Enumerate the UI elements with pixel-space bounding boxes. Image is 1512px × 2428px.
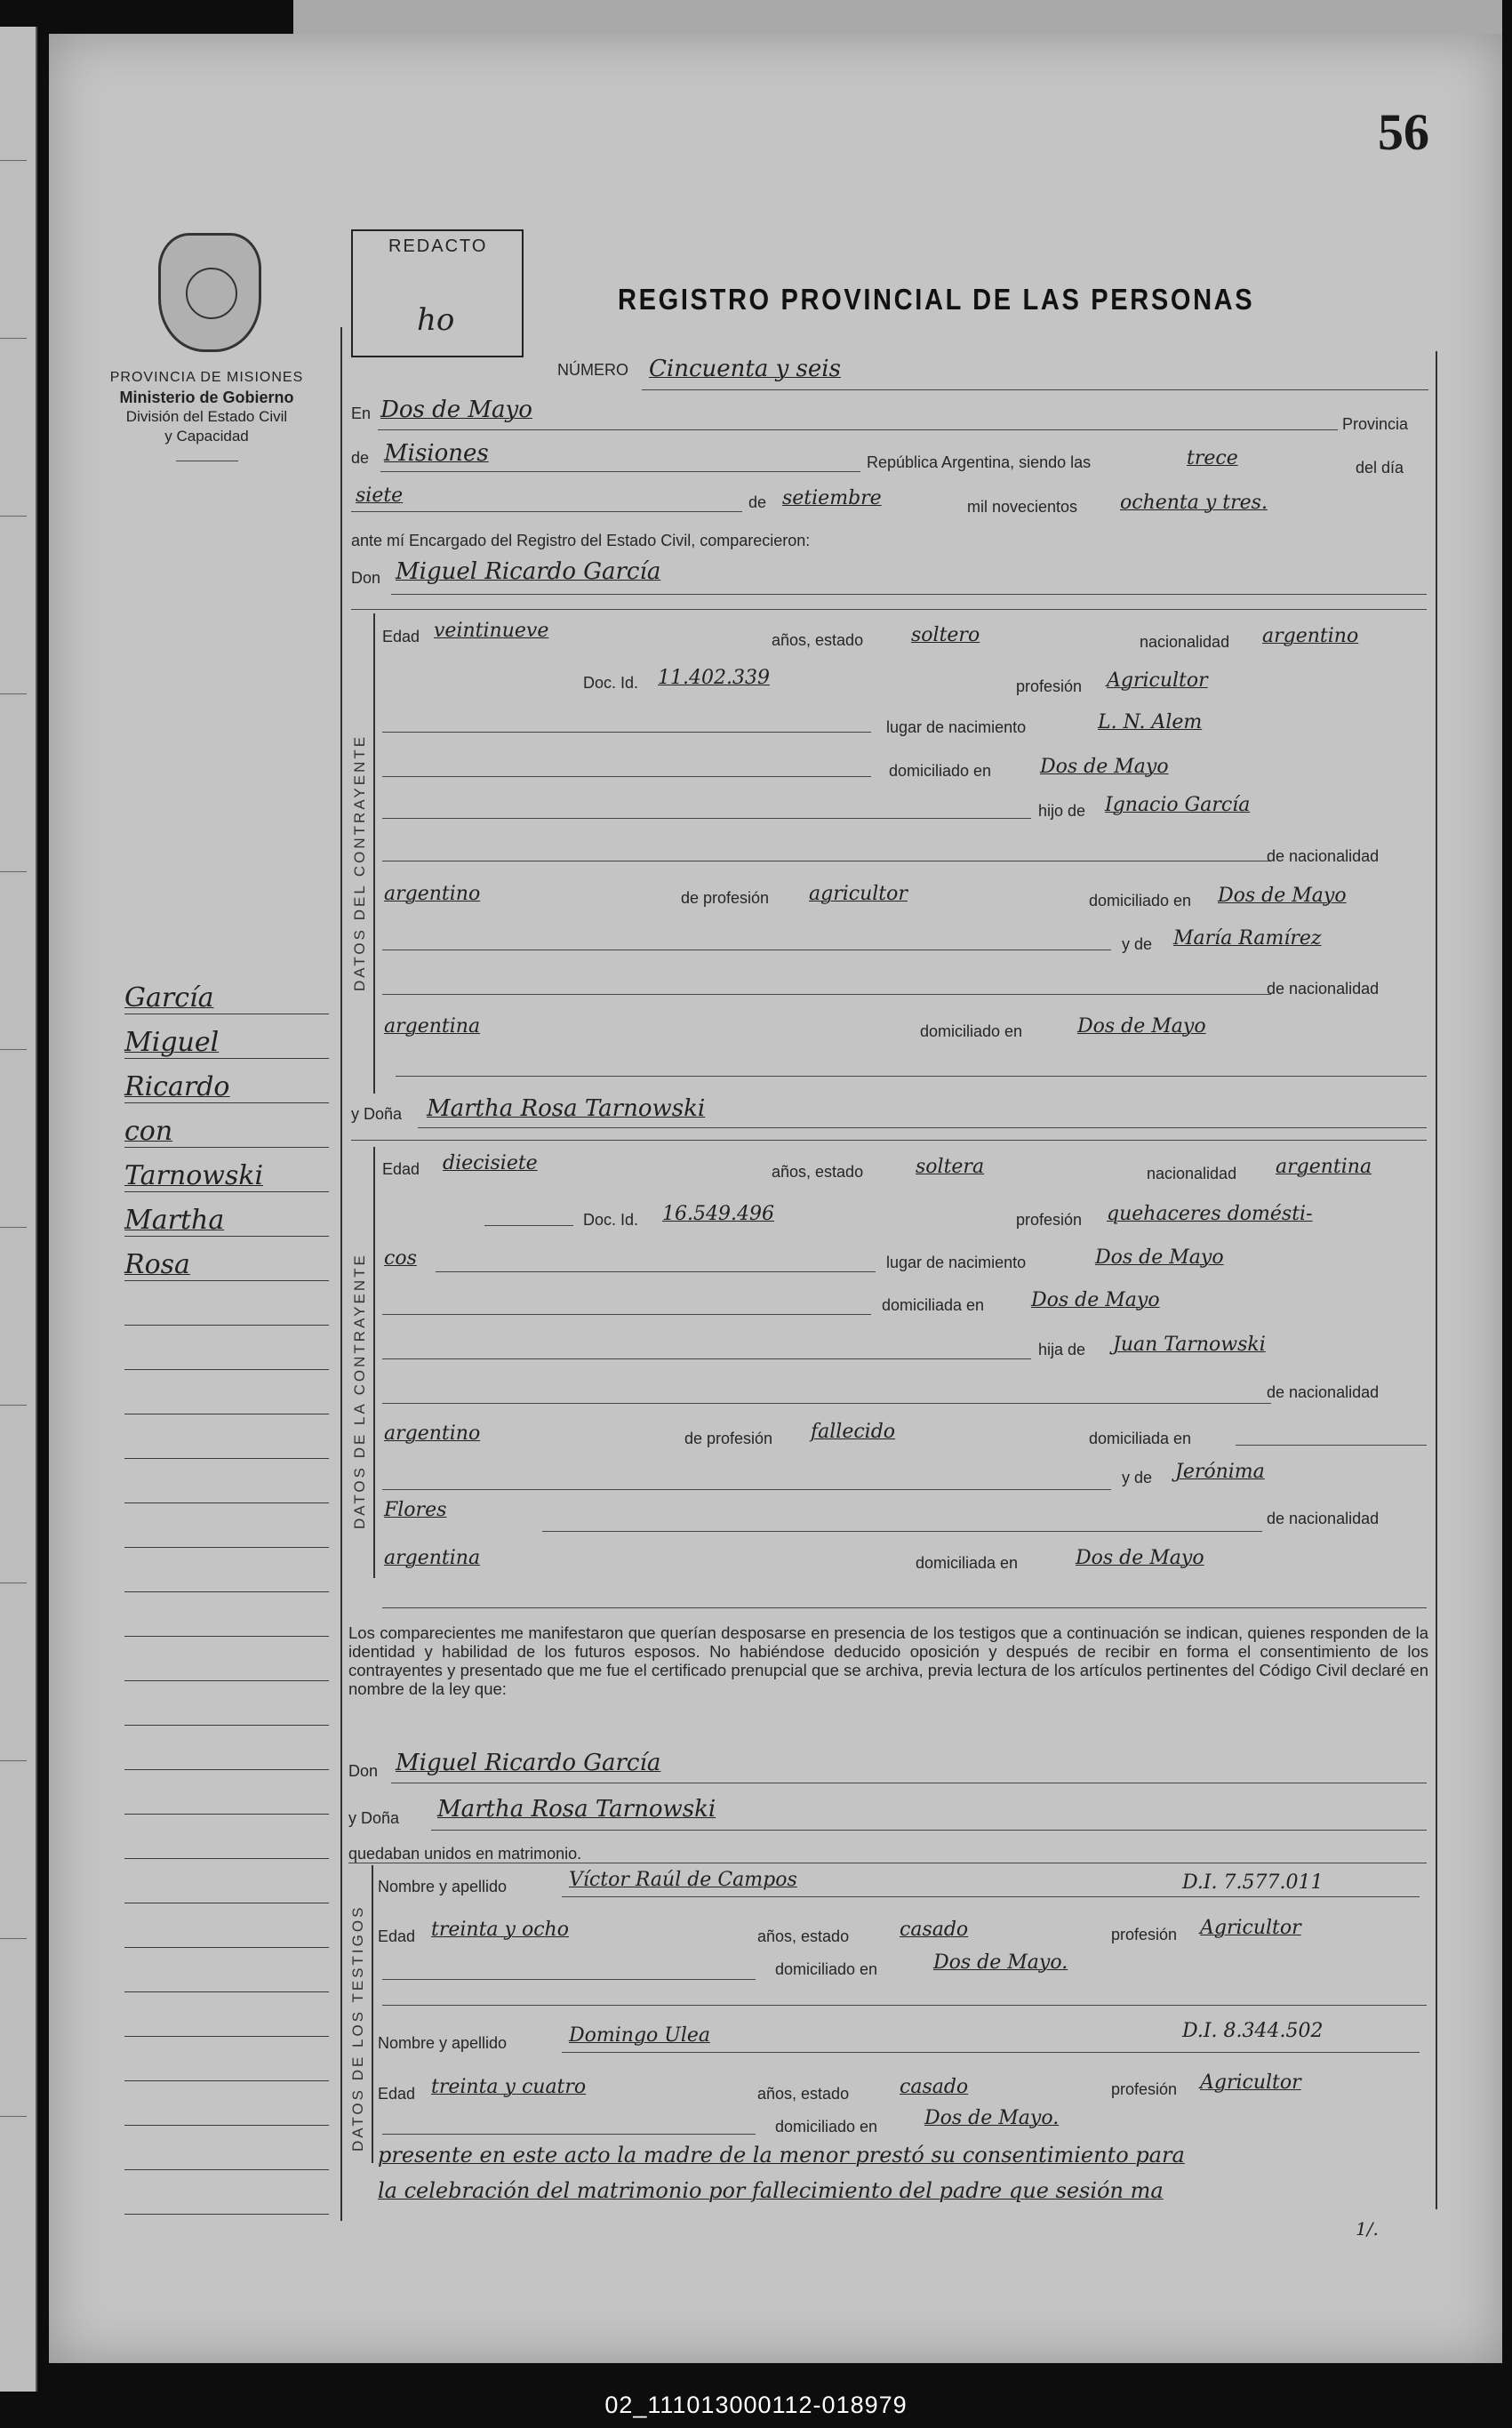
margin-note-surname: García <box>124 982 214 1014</box>
groom-mother-dom-value: Dos de Mayo <box>1077 1015 1206 1038</box>
w1-estado-value: casado <box>900 1919 969 1941</box>
w2-name-line <box>562 2052 1420 2053</box>
provincia-label: Provincia <box>1342 415 1409 433</box>
w1-blank-line <box>382 1979 756 1980</box>
margin-note-bride-second-name: Rosa <box>124 1249 190 1280</box>
groom-blank-line-1 <box>382 732 871 733</box>
en-line <box>378 429 1338 430</box>
bride-name-line <box>418 1127 1427 1128</box>
bride-father-name: Juan Tarnowski <box>1113 1334 1266 1356</box>
day-value: siete <box>356 485 404 507</box>
bride-hija-label: hija de <box>1038 1341 1086 1358</box>
union-dona-label: y Doña <box>348 1809 400 1827</box>
w1-anos-label: años, estado <box>757 1927 850 1945</box>
previous-page-edge <box>0 27 37 2392</box>
groom-estado-value: soltero <box>911 624 980 646</box>
year-value: ochenta y tres. <box>1120 492 1268 514</box>
bride-y-de-label: y de <box>1122 1469 1153 1486</box>
agency-capacity: y Capacidad <box>164 428 249 445</box>
groom-father-prof-label: de profesión <box>681 889 770 907</box>
bride-edad-label: Edad <box>382 1160 420 1178</box>
bride-prof-label: profesión <box>1016 1211 1083 1229</box>
don-label: Don <box>351 569 381 587</box>
w1-edad-value: treinta y ocho <box>431 1919 569 1941</box>
bride-box-line <box>373 1147 375 1578</box>
en-label: En <box>351 405 372 422</box>
bride-blank-line-3 <box>382 1358 1031 1359</box>
bride-mother-blank <box>542 1531 1262 1532</box>
groom-name-line <box>391 594 1427 595</box>
w1-name-value: Víctor Raúl de Campos <box>569 1869 797 1891</box>
groom-prof-label: profesión <box>1016 677 1083 695</box>
bride-prof-value: quehaceres domésti- <box>1107 1203 1313 1225</box>
margin-note-first-name: Miguel <box>124 1027 220 1058</box>
groom-name: Miguel Ricardo García <box>396 558 661 585</box>
numero-value: Cincuenta y seis <box>649 356 841 382</box>
w2-edad-label: Edad <box>378 2085 416 2103</box>
w2-prof-value: Agricultor <box>1200 2071 1301 2094</box>
bride-blank-line-2 <box>382 1314 871 1315</box>
groom-father-name: Ignacio García <box>1105 794 1251 816</box>
w1-name-label: Nombre y apellido <box>378 1878 508 1895</box>
mil-label: mil novecientos <box>967 498 1078 516</box>
bride-mother-name: Jerónima <box>1175 1461 1265 1483</box>
w1-dom-label: domiciliado en <box>775 1960 878 1978</box>
bride-nac-value: argentina <box>1276 1156 1372 1178</box>
document-title: REGISTRO PROVINCIAL DE LAS PERSONAS <box>618 283 1255 316</box>
dona-label: y Doña <box>351 1105 403 1123</box>
ante-text: ante mí Encargado del Registro del Estado Civil, comparecieron: <box>351 532 811 549</box>
bride-father-dom-label: domiciliada en <box>1089 1430 1192 1447</box>
groom-lugar-label: lugar de nacimiento <box>886 718 1027 736</box>
bride-mother-nac-value: argentina <box>384 1547 481 1569</box>
bride-mother-dom-label: domiciliada en <box>916 1554 1019 1572</box>
redacto-label: REDACTO <box>388 236 488 256</box>
w1-prof-label: profesión <box>1111 1926 1178 1943</box>
image-id-caption: 02_111013000112-018979 <box>604 2392 908 2418</box>
republica-text: República Argentina, siendo las <box>867 453 1092 471</box>
groom-father-nac-value: argentino <box>384 883 481 905</box>
groom-y-de-label: y de <box>1122 935 1153 953</box>
day-line <box>351 511 742 512</box>
redacto-initials: ho <box>417 302 455 338</box>
w1-name-line <box>562 1896 1420 1897</box>
w2-edad-value: treinta y cuatro <box>431 2076 587 2098</box>
bride-prof-cont: cos <box>384 1247 417 1270</box>
groom-father-prof-value: agricultor <box>809 883 908 905</box>
bride-doc-blank <box>484 1225 573 1226</box>
bride-mother-nac-label: de nacionalidad <box>1267 1510 1380 1527</box>
groom-father-dom-value: Dos de Mayo <box>1218 885 1347 907</box>
w2-prof-label: profesión <box>1111 2080 1178 2098</box>
bride-mother-name-cont: Flores <box>384 1499 447 1521</box>
agency-province: PROVINCIA DE MISIONES <box>109 370 304 385</box>
groom-edad-label: Edad <box>382 628 420 645</box>
declaration-paragraph: Los comparecientes me manifestaron que querían desposarse en presencia de los testigos que a continuación se indican, quienes responden de la identidad y habilidad de los futuros esposos. No habiéndose deducido oposición y después de recibir en forma el consentimiento de los contrayentes y presentado que me fue el certificado prenupcial que se archiva, previa lectura de los artículos pertinentes del Código Civil declaré en nombre de la ley que: <box>348 1623 1428 1698</box>
margin-note-bride-first-name: Martha <box>124 1205 225 1236</box>
handwritten-note-line-1: presente en este acto la madre de la menor prestó su consentimiento para <box>378 2143 1185 2168</box>
next-page-edge <box>293 0 1502 37</box>
bride-anos-label: años, estado <box>772 1163 864 1181</box>
w2-doc-value: D.I. 8.344.502 <box>1182 2020 1324 2042</box>
w2-name-value: Domingo Ulea <box>569 2024 710 2047</box>
groom-mother-name: María Ramírez <box>1173 927 1322 950</box>
de-label: de <box>351 449 370 467</box>
hour-value: trece <box>1187 447 1238 469</box>
numero-label: NÚMERO <box>557 361 628 379</box>
groom-prof-value: Agricultor <box>1107 669 1208 692</box>
groom-mother-nac-value: argentina <box>384 1015 481 1038</box>
numero-line <box>642 389 1428 390</box>
w2-anos-label: años, estado <box>757 2085 850 2103</box>
margin-note-second-name: Ricardo <box>124 1071 230 1102</box>
bride-blank-line-1 <box>436 1271 876 1272</box>
bride-doc-value: 16.549.496 <box>662 1203 774 1225</box>
right-frame-line <box>1436 351 1437 2209</box>
witness-box-line <box>372 1865 373 2163</box>
left-frame-line <box>340 327 342 2221</box>
margin-note-con: con <box>124 1116 173 1147</box>
province-line <box>380 471 860 472</box>
bride-father-dom-line <box>1236 1445 1427 1446</box>
agency-division: División del Estado Civil <box>125 408 288 425</box>
groom-hijo-label: hijo de <box>1038 802 1086 820</box>
bride-end-line <box>382 1607 1427 1608</box>
province-value: Misiones <box>384 440 489 467</box>
bride-mother-dom-value: Dos de Mayo <box>1076 1547 1204 1569</box>
quedaban-text: quedaban unidos en matrimonio. <box>348 1845 582 1863</box>
groom-doc-label: Doc. Id. <box>583 674 639 692</box>
w2-name-label: Nombre y apellido <box>378 2034 508 2052</box>
w2-blank-line <box>382 2134 756 2135</box>
bride-father-nac-label: de nacionalidad <box>1267 1383 1380 1401</box>
bride-dom-value: Dos de Mayo <box>1031 1289 1160 1311</box>
groom-father-dom-label: domiciliado en <box>1089 892 1192 909</box>
bride-name: Martha Rosa Tarnowski <box>427 1095 706 1122</box>
groom-nac-label: nacionalidad <box>1140 633 1230 651</box>
bride-estado-value: soltera <box>916 1156 985 1178</box>
bride-father-line <box>382 1403 1271 1404</box>
union-dona-line <box>431 1830 1427 1831</box>
union-don-value: Miguel Ricardo García <box>396 1750 661 1776</box>
redacto-box <box>351 229 524 357</box>
en-value: Dos de Mayo <box>380 397 532 423</box>
handwritten-note-line-2: la celebración del matrimonio por fallecimiento del padre que sesión ma <box>378 2178 1164 2203</box>
de-month-label: de <box>748 493 767 511</box>
bride-father-nac-value: argentino <box>384 1422 481 1445</box>
groom-separator <box>351 609 1427 610</box>
w1-dom-value: Dos de Mayo. <box>933 1951 1068 1974</box>
bride-father-prof-value: fallecido <box>811 1421 896 1443</box>
groom-anos-label: años, estado <box>772 631 864 649</box>
bride-edad-value: diecisiete <box>443 1152 538 1174</box>
witness-side-label: DATOS DE LOS TESTIGOS <box>349 1904 366 2152</box>
bride-nac-label: nacionalidad <box>1147 1165 1237 1182</box>
bride-lugar-label: lugar de nacimiento <box>886 1254 1027 1271</box>
del-dia-label: del día <box>1356 459 1404 477</box>
union-dona-value: Martha Rosa Tarnowski <box>437 1796 716 1823</box>
groom-end-line <box>396 1076 1427 1077</box>
bride-dom-label: domiciliada en <box>882 1296 985 1314</box>
handwritten-mark: 1/. <box>1356 2218 1379 2240</box>
groom-side-label: DATOS DEL CONTRAYENTE <box>351 733 368 991</box>
groom-father-nac-label: de nacionalidad <box>1267 847 1380 865</box>
bride-father-prof-label: de profesión <box>684 1430 773 1447</box>
bride-doc-label: Doc. Id. <box>583 1211 639 1229</box>
bride-lugar-value: Dos de Mayo <box>1095 1246 1224 1269</box>
w1-doc-value: D.I. 7.577.011 <box>1182 1871 1324 1894</box>
month-value: setiembre <box>782 487 882 509</box>
groom-mother-nac-label: de nacionalidad <box>1267 980 1380 998</box>
w1-prof-value: Agricultor <box>1200 1917 1301 1939</box>
groom-nac-value: argentino <box>1262 625 1359 647</box>
w1-edad-label: Edad <box>378 1927 416 1945</box>
groom-blank-line-3 <box>382 818 1031 819</box>
groom-box-line <box>373 613 375 1094</box>
groom-mother-dom-label: domiciliado en <box>920 1022 1023 1040</box>
coat-of-arms-seal <box>158 233 261 352</box>
groom-mother-blank <box>382 994 1271 995</box>
bride-separator <box>351 1140 1427 1141</box>
w2-estado-value: casado <box>900 2076 969 2098</box>
groom-dom-label: domiciliado en <box>889 762 992 780</box>
groom-dom-value: Dos de Mayo <box>1040 756 1169 778</box>
groom-edad-value: veintinueve <box>434 620 549 642</box>
page-number: 56 <box>1378 103 1429 161</box>
groom-lugar-value: L. N. Alem <box>1098 711 1203 733</box>
margin-note-bride-surname: Tarnowski <box>124 1160 264 1191</box>
bride-mother-line <box>382 1489 1111 1490</box>
groom-doc-value: 11.402.339 <box>658 667 770 689</box>
groom-blank-line-2 <box>382 776 871 777</box>
w2-dom-value: Dos de Mayo. <box>924 2107 1060 2129</box>
agency-ministry: Ministerio de Gobierno <box>119 389 294 406</box>
union-don-label: Don <box>348 1762 379 1780</box>
agency-header <box>84 368 329 461</box>
w2-dom-label: domiciliado en <box>775 2118 878 2136</box>
bride-side-label: DATOS DE LA CONTRAYENTE <box>351 1253 368 1529</box>
w1-end-line <box>382 2005 1427 2006</box>
